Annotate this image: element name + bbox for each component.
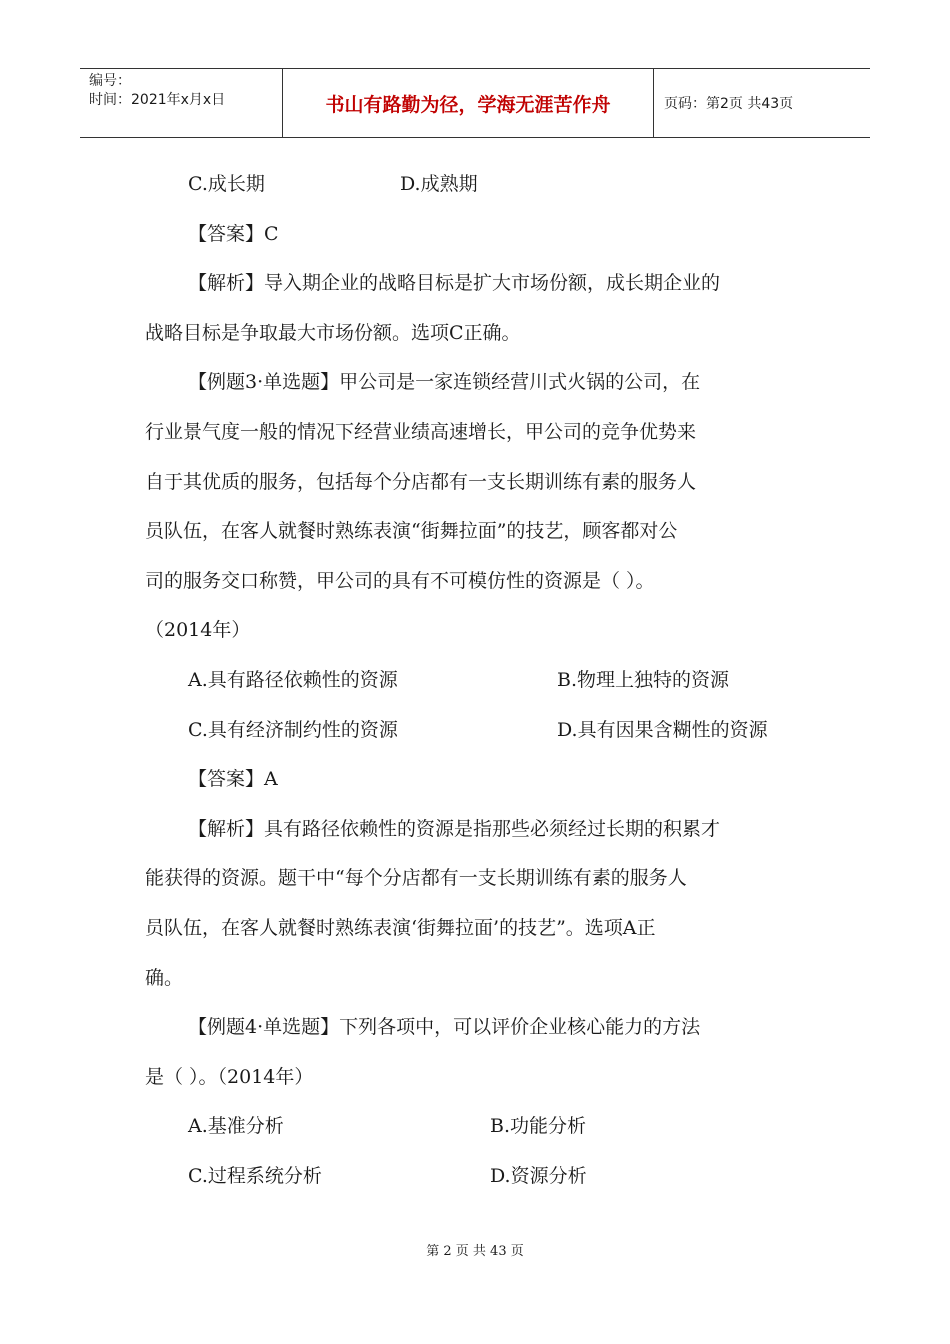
question-line: 自于其优质的服务，包括每个分店都有一支长期训练有素的服务人 xyxy=(145,470,697,493)
option-a: A.具有路径依赖性的资源 xyxy=(188,668,398,691)
question-year: （2014年） xyxy=(145,619,251,642)
analysis-line: 战略目标是争取最大市场份额。选项C正确。 xyxy=(145,321,521,344)
option-line xyxy=(145,656,810,706)
option-d: D.成熟期 xyxy=(400,173,478,195)
header-motto: 书山有路勤为径，学海无涯苦作舟 xyxy=(283,69,654,137)
option-line xyxy=(145,1102,810,1152)
analysis-line: 员队伍，在客人就餐时熟练表演‘街舞拉面’的技艺”。选项A正 xyxy=(145,916,656,939)
option-b: B.物理上独特的资源 xyxy=(557,668,730,691)
answer-line: 【答案】C xyxy=(188,222,279,245)
document-number-label: 编号： xyxy=(89,73,131,89)
option-b: B.功能分析 xyxy=(490,1115,587,1138)
question-line: 行业景气度一般的情况下经营业绩高速增长，甲公司的竞争优势来 xyxy=(145,420,697,443)
question-line: 【例题4·单选题】下列各项中，可以评价企业核心能力的方法 xyxy=(188,1016,701,1039)
option-d: D.具有因果含糊性的资源 xyxy=(557,718,768,741)
analysis-line: 确。 xyxy=(145,966,184,989)
option-c: C.具有经济制约性的资源 xyxy=(188,718,398,741)
analysis-line: 能获得的资源。题干中“每个分店都有一支长期训练有素的服务人 xyxy=(145,867,687,890)
question-line: 司的服务交口称赞，甲公司的具有不可模仿性的资源是（ ）。 xyxy=(145,569,655,592)
header-page-info: 页码：第2页 共43页 xyxy=(664,96,794,112)
page-header xyxy=(80,68,870,138)
option-a: A.基准分析 xyxy=(188,1115,284,1138)
option-c: C.过程系统分析 xyxy=(188,1164,322,1187)
page-footer: 第 2 页 共 43 页 xyxy=(426,1244,524,1259)
option-line xyxy=(145,160,810,210)
analysis-line: 【解析】导入期企业的战略目标是扩大市场份额，成长期企业的 xyxy=(188,272,721,295)
question-line: 是（ ）。（2014年） xyxy=(145,1065,314,1088)
document-date: 时间：2021年x月x日 xyxy=(89,92,226,108)
option-line xyxy=(145,1152,810,1202)
option-d: D.资源分析 xyxy=(490,1164,587,1187)
document-body xyxy=(145,160,810,1201)
question-line: 【例题3·单选题】甲公司是一家连锁经营川式火锅的公司，在 xyxy=(188,371,701,394)
analysis-line: 【解析】具有路径依赖性的资源是指那些必须经过长期的积累才 xyxy=(188,817,721,840)
option-c: C.成长期 xyxy=(188,173,265,195)
answer-line: 【答案】A xyxy=(188,768,278,791)
header-left-cell xyxy=(80,69,283,137)
question-line: 员队伍，在客人就餐时熟练表演“街舞拉面”的技艺，顾客都对公 xyxy=(145,520,678,543)
option-line xyxy=(145,706,810,756)
